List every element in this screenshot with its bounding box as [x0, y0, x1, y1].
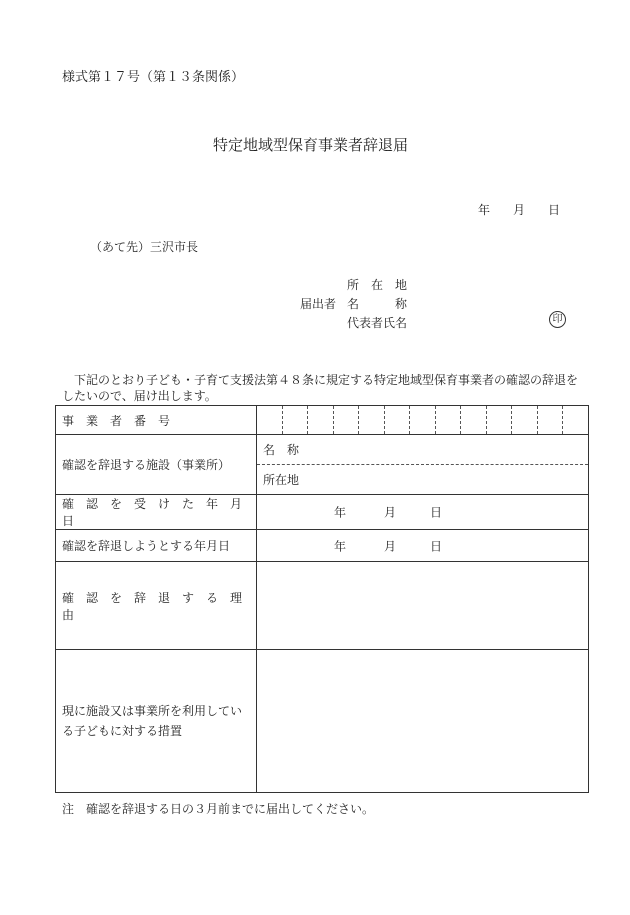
- business-number-label-text: 事 業 者 番 号: [62, 413, 171, 428]
- confirm-date-field[interactable]: [257, 495, 589, 530]
- measures-label: 現に施設又は事業所を利用している子どもに対する措置: [56, 650, 257, 793]
- date-month-label: 月: [512, 203, 525, 217]
- confirm-date-label: 確 認 を 受 け た 年 月 日: [56, 495, 257, 530]
- addressee: （あて先）三沢市長: [90, 240, 199, 254]
- table-row: [56, 562, 589, 650]
- date-year-label: 年: [478, 203, 491, 217]
- withdrawal-form-table: [55, 405, 589, 793]
- facility-name-field[interactable]: [257, 435, 588, 465]
- withdraw-date-label: 確認を辞退しようとする年月日: [56, 530, 257, 562]
- reason-field[interactable]: [257, 562, 589, 650]
- footnote: 注 確認を辞退する日の３月前までに届出してください。: [62, 802, 375, 816]
- table-row: [56, 435, 589, 495]
- notifier-address-label: 所 在 地: [347, 278, 408, 292]
- seal-char: 印: [552, 314, 563, 325]
- table-row: [56, 495, 589, 530]
- business-number-label: [56, 406, 257, 435]
- table-row: [56, 650, 589, 793]
- facility-address-field[interactable]: [257, 465, 588, 494]
- table-row: [56, 530, 589, 562]
- form-number: 様式第１７号（第１３条関係）: [62, 70, 245, 85]
- notifier-name-label: 名 称: [347, 297, 408, 311]
- withdraw-date-day: 日: [430, 539, 443, 553]
- confirm-date-year: 年: [334, 505, 347, 520]
- withdraw-date-month: 月: [384, 539, 397, 553]
- date-line: [478, 201, 560, 218]
- withdraw-date-field[interactable]: [257, 530, 589, 562]
- measures-field[interactable]: [257, 650, 589, 793]
- reason-label: 確 認 を 辞 退 す る 理 由: [56, 562, 257, 650]
- facility-name-label: 名 称: [263, 443, 300, 457]
- seal-mark: [549, 311, 566, 328]
- confirm-date-month: 月: [384, 505, 397, 520]
- confirm-date-day: 日: [430, 505, 443, 520]
- withdraw-date-year: 年: [334, 539, 347, 553]
- table-row: [56, 406, 589, 435]
- notifier-rep-label: 代表者氏名: [347, 316, 408, 330]
- body-text-line-2: したいので、届け出します。: [62, 389, 217, 403]
- body-text-line-1: 下記のとおり子ども・子育て支援法第４８条に規定する特定地域型保育事業者の確認の辞退を: [74, 373, 579, 387]
- date-day-label: 日: [547, 203, 560, 217]
- facility-address-label: 所在地: [263, 473, 300, 487]
- notifier-role-label: 届出者: [300, 297, 337, 311]
- page-title: 特定地域型保育事業者辞退届: [213, 136, 409, 154]
- facility-cell: [257, 435, 589, 495]
- facility-label: 確認を辞退する施設（事業所）: [56, 435, 257, 495]
- business-number-cells[interactable]: [257, 406, 589, 435]
